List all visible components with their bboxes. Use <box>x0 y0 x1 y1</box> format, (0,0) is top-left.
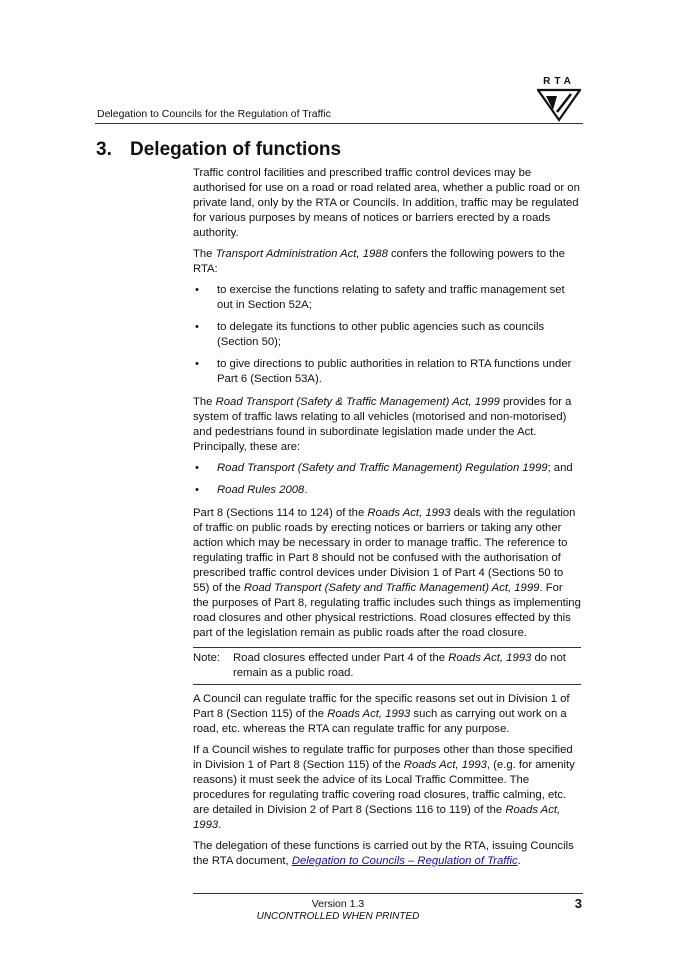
footer-version: Version 1.3 <box>311 898 365 910</box>
paragraph-road-transport-act: The Road Transport (Safety & Traffic Management) Act, 1999 provides for a system of traffic laws relating to all vehicles (motorised and non-motorised) and pedestrians found in subordinate legislation made under the Act. Principally, these are: <box>193 396 572 453</box>
section-title: Delegation of functions <box>130 139 342 160</box>
paragraph-delegation: The delegation of these functions is carried out by the RTA, issuing Councils the RTA document, Delegation to Councils – Regulation of Traffic. <box>193 840 574 867</box>
paragraph-intro: Traffic control facilities and prescribed traffic control devices may be authorised for use on a road or road related area, whether a public road or on private land, only by the RTA or Councils. In addition, traffic may be regulated for various purposes by means of notices or barriers erected by a roads authority. <box>193 167 580 239</box>
paragraph-council-regulate: A Council can regulate traffic for the specific reasons set out in Division 1 of Part 8 (Section 115) of the Roads Act, 1993 such as carrying out work on a road, etc. whereas the RTA can regulate traffic for any purpose. <box>193 693 570 735</box>
section-number: 3. <box>96 139 112 160</box>
legislation-list <box>193 461 581 498</box>
rta-logo-icon <box>537 88 581 122</box>
list-item: • to exercise the functions relating to safety and traffic management set out in Section 52A; <box>195 284 565 311</box>
rta-logo <box>534 76 584 122</box>
paragraph-part-8: Part 8 (Sections 114 to 124) of the Roads Act, 1993 deals with the regulation of traffic on public roads by erecting notices or barriers or taking any other action which may be necessary in order to manage traffic. The reference to regulating traffic in Part 8 should not be confused with the authorisation of prescribed traffic control devices under Division 1 of Part 4 (Sections 50 to 55) of the Road Transport (Safety and Traffic Management) Act, 1999. For the purposes of Part 8, regulating traffic includes such things as implementing road closures and other physical restrictions. Road closures effected by this part of the legislation remain as public roads after the road closure. <box>193 507 581 639</box>
act-reference: Transport Administration Act, 1988 <box>215 248 388 260</box>
footer-rule <box>193 893 583 894</box>
note-box <box>193 647 581 685</box>
logo-text: RTA <box>543 76 575 87</box>
page-number: 3 <box>574 896 582 911</box>
list-item: • Road Rules 2008. <box>195 484 308 496</box>
list-item: • Road Transport (Safety and Traffic Management) Regulation 1999; and <box>195 462 573 474</box>
paragraph-transport-act: The Transport Administration Act, 1988 confers the following powers to the RTA: <box>193 248 565 275</box>
note-text: Road closures effected under Part 4 of the Roads Act, 1993 do not remain as a public road. <box>233 652 566 679</box>
list-item: • to delegate its functions to other public agencies such as councils (Section 50); <box>195 321 545 348</box>
header-rule <box>95 123 583 124</box>
list-item: • to give directions to public authorities in relation to RTA functions under Part 6 (Section 53A). <box>195 358 572 385</box>
header-title: Delegation to Councils for the Regulation of Traffic <box>97 108 331 120</box>
section-heading <box>96 139 341 161</box>
note-label: Note: <box>193 652 221 664</box>
rta-powers-list <box>193 283 581 387</box>
body-text <box>193 166 581 875</box>
paragraph-council-other-purposes: If a Council wishes to regulate traffic for purposes other than those specified in Division 1 of Part 8 (Section 115) of the Roads Act, 1993, (e.g. for amenity reasons) it must seek the advice of its Local Traffic Committee. The procedures for regulating traffic covering road closures, traffic calming, etc. are detailed in Division 2 of Part 8 (Sections 116 to 119) of the Roads Act, 1993. <box>193 744 575 831</box>
delegation-document-link[interactable]: Delegation to Councils – Regulation of Traffic <box>291 855 518 867</box>
act-reference: Road Transport (Safety & Traffic Management) Act, 1999 <box>215 396 500 408</box>
footer-uncontrolled: UNCONTROLLED WHEN PRINTED <box>256 911 420 922</box>
